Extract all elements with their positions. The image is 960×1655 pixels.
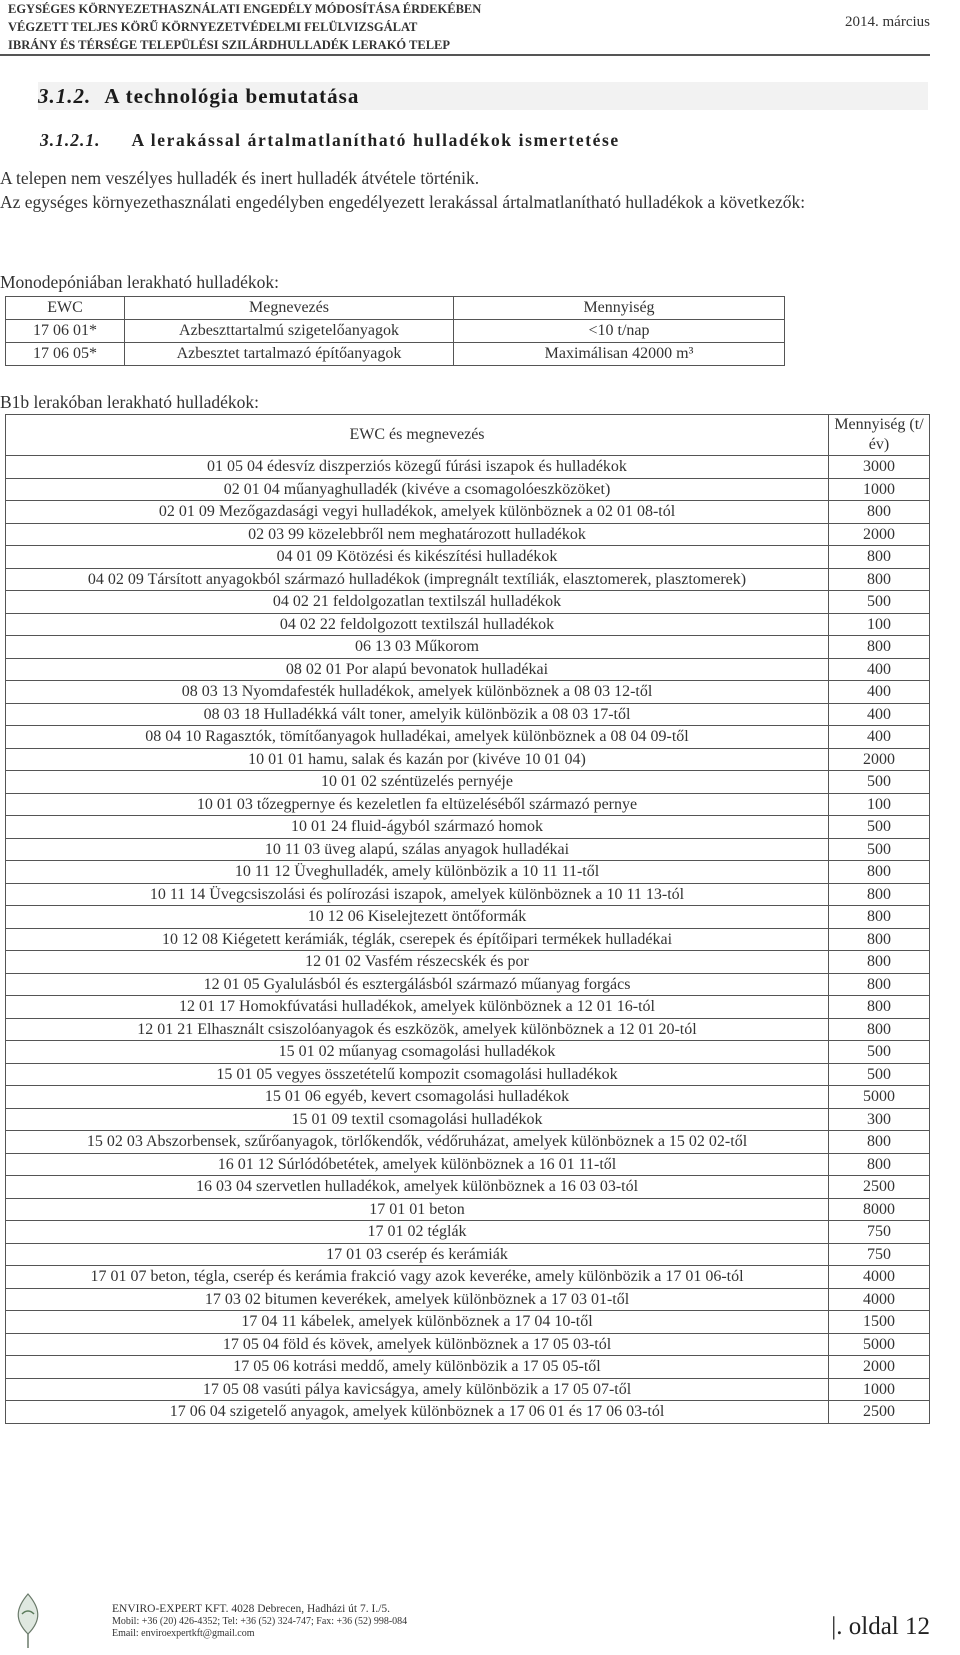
waste-qty-cell: 800	[829, 1018, 930, 1041]
waste-name-cell: 10 01 01 hamu, salak és kazán por (kivéve 10 01 04)	[6, 748, 829, 771]
table-row	[6, 658, 930, 681]
waste-name-cell: 15 01 06 egyéb, kevert csomagolási hulladékok	[6, 1086, 829, 1109]
section-heading	[38, 82, 928, 110]
header-divider	[0, 54, 930, 56]
waste-name-cell: 17 05 08 vasúti pálya kavicságya, amely különbözik a 17 05 07-től	[6, 1378, 829, 1401]
waste-qty-cell: 800	[829, 546, 930, 569]
waste-name-cell: 04 01 09 Kötözési és kikészítési hulladékok	[6, 546, 829, 569]
waste-name-cell: 06 13 03 Műkorom	[6, 636, 829, 659]
waste-name-cell: 04 02 22 feldolgozott textilszál hulladékok	[6, 613, 829, 636]
waste-name-cell: 08 04 10 Ragasztók, tömítőanyagok hulladékai, amelyek különböznek a 08 04 09-től	[6, 726, 829, 749]
waste-qty-cell: 400	[829, 726, 930, 749]
table-row	[6, 546, 930, 569]
waste-name-cell: 17 01 07 beton, tégla, cserép és kerámia frakció vagy azok keveréke, amely különbözik a 17 01 06-tól	[6, 1266, 829, 1289]
mono-qty-cell: <10 t/nap	[454, 320, 785, 343]
waste-qty-cell: 800	[829, 906, 930, 929]
header-line-2: VÉGZETT TELJES KÖRŰ KÖRNYEZETVÉDELMI FELÜLVIZSGÁLAT	[8, 20, 418, 34]
waste-name-cell: 08 03 18 Hulladékká vált toner, amelyik különbözik a 08 03 17-től	[6, 703, 829, 726]
waste-qty-cell: 2000	[829, 1356, 930, 1379]
table-row	[6, 1243, 930, 1266]
table-row	[6, 681, 930, 704]
waste-qty-cell: 800	[829, 568, 930, 591]
table-row	[6, 1176, 930, 1199]
subsection-title: A lerakással ártalmatlanítható hulladékok ismertetése	[131, 130, 620, 150]
table-row	[6, 1221, 930, 1244]
table-row	[6, 591, 930, 614]
table-row	[6, 748, 930, 771]
table-row	[6, 343, 785, 366]
waste-name-cell: 12 01 17 Homokfúvatási hulladékok, amelyek különböznek a 12 01 16-tól	[6, 996, 829, 1019]
waste-qty-cell: 4000	[829, 1288, 930, 1311]
table-row	[6, 320, 785, 343]
mono-table-caption: Monodepóniában lerakható hulladékok:	[0, 272, 279, 292]
waste-name-cell: 15 02 03 Abszorbensek, szűrőanyagok, törlőkendők, védőruházat, amelyek különböznek a 15 02 02-től	[6, 1131, 829, 1154]
waste-qty-cell: 500	[829, 591, 930, 614]
waste-name-cell: 12 01 05 Gyalulásból és esztergálásból származó műanyag forgács	[6, 973, 829, 996]
waste-qty-cell: 400	[829, 658, 930, 681]
table-row	[6, 771, 930, 794]
waste-qty-cell: 2500	[829, 1176, 930, 1199]
waste-name-cell: 10 01 02 széntüzelés pernyéje	[6, 771, 829, 794]
table-row	[6, 636, 930, 659]
table-row	[6, 1288, 930, 1311]
footer-contact	[112, 1603, 407, 1641]
b1b-header-qty: Mennyiség (t/év)	[829, 415, 930, 456]
waste-qty-cell: 800	[829, 928, 930, 951]
waste-name-cell: 01 05 04 édesvíz diszperziós közegű fúrási iszapok és hulladékok	[6, 456, 829, 479]
page-footer	[0, 1585, 930, 1655]
waste-qty-cell: 5000	[829, 1333, 930, 1356]
waste-name-cell: 10 01 24 fluid-ágyból származó homok	[6, 816, 829, 839]
mono-ewc-cell: 17 06 01*	[6, 320, 125, 343]
waste-qty-cell: 100	[829, 793, 930, 816]
waste-qty-cell: 750	[829, 1243, 930, 1266]
page-header	[0, 0, 930, 52]
waste-qty-cell: 800	[829, 996, 930, 1019]
waste-name-cell: 12 01 02 Vasfém részecskék és por	[6, 951, 829, 974]
table-row	[6, 838, 930, 861]
waste-qty-cell: 800	[829, 1131, 930, 1154]
waste-qty-cell: 3000	[829, 456, 930, 479]
waste-qty-cell: 500	[829, 1041, 930, 1064]
table-row	[6, 816, 930, 839]
waste-qty-cell: 1000	[829, 478, 930, 501]
waste-name-cell: 15 01 02 műanyag csomagolási hulladékok	[6, 1041, 829, 1064]
table-row	[6, 996, 930, 1019]
waste-qty-cell: 8000	[829, 1198, 930, 1221]
waste-name-cell: 17 06 04 szigetelő anyagok, amelyek különböznek a 17 06 01 és 17 06 03-tól	[6, 1401, 829, 1424]
mono-ewc-cell: 17 06 05*	[6, 343, 125, 366]
mono-header-ewc: EWC	[6, 297, 125, 320]
subsection-heading	[40, 130, 620, 151]
waste-qty-cell: 2000	[829, 748, 930, 771]
waste-name-cell: 17 04 11 kábelek, amelyek különböznek a 17 04 10-től	[6, 1311, 829, 1334]
waste-name-cell: 10 12 08 Kiégetett kerámiák, téglák, cserepek és építőipari termékek hulladékai	[6, 928, 829, 951]
section-title: A technológia bemutatása	[104, 84, 360, 108]
waste-name-cell: 17 01 02 téglák	[6, 1221, 829, 1244]
table-row	[6, 456, 930, 479]
table-row	[6, 1018, 930, 1041]
waste-qty-cell: 800	[829, 861, 930, 884]
table-row	[6, 1333, 930, 1356]
waste-qty-cell: 1000	[829, 1378, 930, 1401]
b1b-table-body	[6, 456, 930, 1424]
waste-name-cell: 15 01 09 textil csomagolási hulladékok	[6, 1108, 829, 1131]
waste-qty-cell: 400	[829, 703, 930, 726]
table-row	[6, 613, 930, 636]
b1b-table-caption: B1b lerakóban lerakható hulladékok:	[0, 392, 260, 412]
footer-company: ENVIRO-EXPERT KFT. 4028 Debrecen, Hadházi út 7. I./5.	[112, 1603, 391, 1615]
section-number: 3.1.2.	[38, 84, 92, 108]
table-row	[6, 501, 930, 524]
header-date: 2014. március	[845, 14, 930, 30]
waste-name-cell: 04 02 21 feldolgozatlan textilszál hulladékok	[6, 591, 829, 614]
waste-name-cell: 17 01 03 cserép és kerámiák	[6, 1243, 829, 1266]
waste-qty-cell: 800	[829, 501, 930, 524]
waste-qty-cell: 500	[829, 771, 930, 794]
page-number: |. oldal 12	[831, 1613, 930, 1640]
table-row	[6, 1356, 930, 1379]
table-row	[6, 1378, 930, 1401]
table-row	[6, 726, 930, 749]
table-row	[6, 793, 930, 816]
waste-name-cell: 17 05 06 kotrási meddő, amely különbözik a 17 05 05-től	[6, 1356, 829, 1379]
waste-name-cell: 02 01 09 Mezőgazdasági vegyi hulladékok, amelyek különböznek a 02 01 08-tól	[6, 501, 829, 524]
table-row	[6, 928, 930, 951]
waste-name-cell: 17 05 04 föld és kövek, amelyek különböznek a 17 05 03-tól	[6, 1333, 829, 1356]
table-row	[6, 951, 930, 974]
waste-name-cell: 10 11 14 Üvegcsiszolási és polírozási iszapok, amelyek különböznek a 10 11 13-tól	[6, 883, 829, 906]
mono-header-qty: Mennyiség	[454, 297, 785, 320]
table-row	[6, 1266, 930, 1289]
waste-qty-cell: 800	[829, 973, 930, 996]
waste-name-cell: 08 03 13 Nyomdafesték hulladékok, amelyek különböznek a 08 03 12-től	[6, 681, 829, 704]
table-row	[6, 1108, 930, 1131]
waste-name-cell: 02 03 99 közelebbről nem meghatározott hulladékok	[6, 523, 829, 546]
waste-qty-cell: 5000	[829, 1086, 930, 1109]
table-row	[6, 478, 930, 501]
waste-qty-cell: 500	[829, 1063, 930, 1086]
table-row	[6, 1063, 930, 1086]
table-row	[6, 703, 930, 726]
waste-qty-cell: 400	[829, 681, 930, 704]
waste-qty-cell: 800	[829, 951, 930, 974]
table-row	[6, 1041, 930, 1064]
waste-qty-cell: 800	[829, 1153, 930, 1176]
footer-phones: Mobil: +36 (20) 426-4352; Tel: +36 (52) 324-747; Fax: +36 (52) 998-084	[112, 1615, 408, 1627]
intro-paragraph-1: A telepen nem veszélyes hulladék és inert hulladék átvétele történik.	[0, 168, 480, 188]
table-row	[6, 1401, 930, 1424]
b1b-header-name: EWC és megnevezés	[6, 415, 829, 456]
b1b-table	[5, 414, 930, 1424]
waste-name-cell: 10 01 03 tőzegpernye és kezeletlen fa eltüzeléséből származó pernye	[6, 793, 829, 816]
table-row	[6, 906, 930, 929]
waste-qty-cell: 800	[829, 883, 930, 906]
table-row	[6, 973, 930, 996]
header-line-1: EGYSÉGES KÖRNYEZETHASZNÁLATI ENGEDÉLY MÓDOSÍTÁSA ÉRDEKÉBEN	[8, 2, 482, 16]
waste-name-cell: 10 11 12 Üveghulladék, amely különbözik a 10 11 11-től	[6, 861, 829, 884]
waste-qty-cell: 1500	[829, 1311, 930, 1334]
waste-name-cell: 16 03 04 szervetlen hulladékok, amelyek különböznek a 16 03 03-tól	[6, 1176, 829, 1199]
mono-table	[5, 296, 785, 366]
table-row	[6, 861, 930, 884]
table-row	[6, 523, 930, 546]
waste-qty-cell: 100	[829, 613, 930, 636]
mono-table-header	[6, 297, 785, 320]
mono-header-name: Megnevezés	[125, 297, 454, 320]
table-row	[6, 1086, 930, 1109]
waste-name-cell: 08 02 01 Por alapú bevonatok hulladékai	[6, 658, 829, 681]
company-logo	[8, 1590, 48, 1650]
table-row	[6, 1131, 930, 1154]
mono-name-cell: Azbesztet tartalmazó építőanyagok	[125, 343, 454, 366]
waste-qty-cell: 300	[829, 1108, 930, 1131]
footer-email: Email: enviroexpertkft@gmail.com	[112, 1628, 255, 1639]
table-row	[6, 1153, 930, 1176]
waste-qty-cell: 4000	[829, 1266, 930, 1289]
table-row	[6, 568, 930, 591]
waste-qty-cell: 2000	[829, 523, 930, 546]
mono-name-cell: Azbeszttartalmú szigetelőanyagok	[125, 320, 454, 343]
table-row	[6, 883, 930, 906]
waste-name-cell: 17 03 02 bitumen keverékek, amelyek különböznek a 17 03 01-től	[6, 1288, 829, 1311]
table-row	[6, 1311, 930, 1334]
waste-qty-cell: 500	[829, 838, 930, 861]
waste-qty-cell: 750	[829, 1221, 930, 1244]
waste-name-cell: 15 01 05 vegyes összetételű kompozit csomagolási hulladékok	[6, 1063, 829, 1086]
intro-paragraph-2: Az egységes környezethasználati engedélyben engedélyezett lerakással ártalmatlanítható hulladékok a következők:	[0, 192, 806, 212]
waste-qty-cell: 2500	[829, 1401, 930, 1424]
waste-name-cell: 02 01 04 műanyaghulladék (kivéve a csomagolóeszközöket)	[6, 478, 829, 501]
header-title	[8, 0, 481, 54]
subsection-number: 3.1.2.1.	[40, 130, 101, 150]
waste-name-cell: 12 01 21 Elhasznált csiszolóanyagok és eszközök, amelyek különböznek a 12 01 20-tól	[6, 1018, 829, 1041]
mono-qty-cell: Maximálisan 42000 m³	[454, 343, 785, 366]
waste-qty-cell: 800	[829, 636, 930, 659]
waste-name-cell: 04 02 09 Társított anyagokból származó hulladékok (impregnált textíliák, elasztomerek, plasztomerek)	[6, 568, 829, 591]
waste-name-cell: 17 01 01 beton	[6, 1198, 829, 1221]
waste-name-cell: 16 01 12 Súrlódóbetétek, amelyek különböznek a 16 01 11-től	[6, 1153, 829, 1176]
waste-name-cell: 10 12 06 Kiselejtezett öntőformák	[6, 906, 829, 929]
table-row	[6, 1198, 930, 1221]
header-line-3: IBRÁNY ÉS TÉRSÉGE TELEPÜLÉSI SZILÁRDHULLADÉK LERAKÓ TELEP	[8, 38, 451, 52]
waste-qty-cell: 500	[829, 816, 930, 839]
waste-name-cell: 10 11 03 üveg alapú, szálas anyagok hulladékai	[6, 838, 829, 861]
b1b-table-header	[6, 415, 930, 456]
